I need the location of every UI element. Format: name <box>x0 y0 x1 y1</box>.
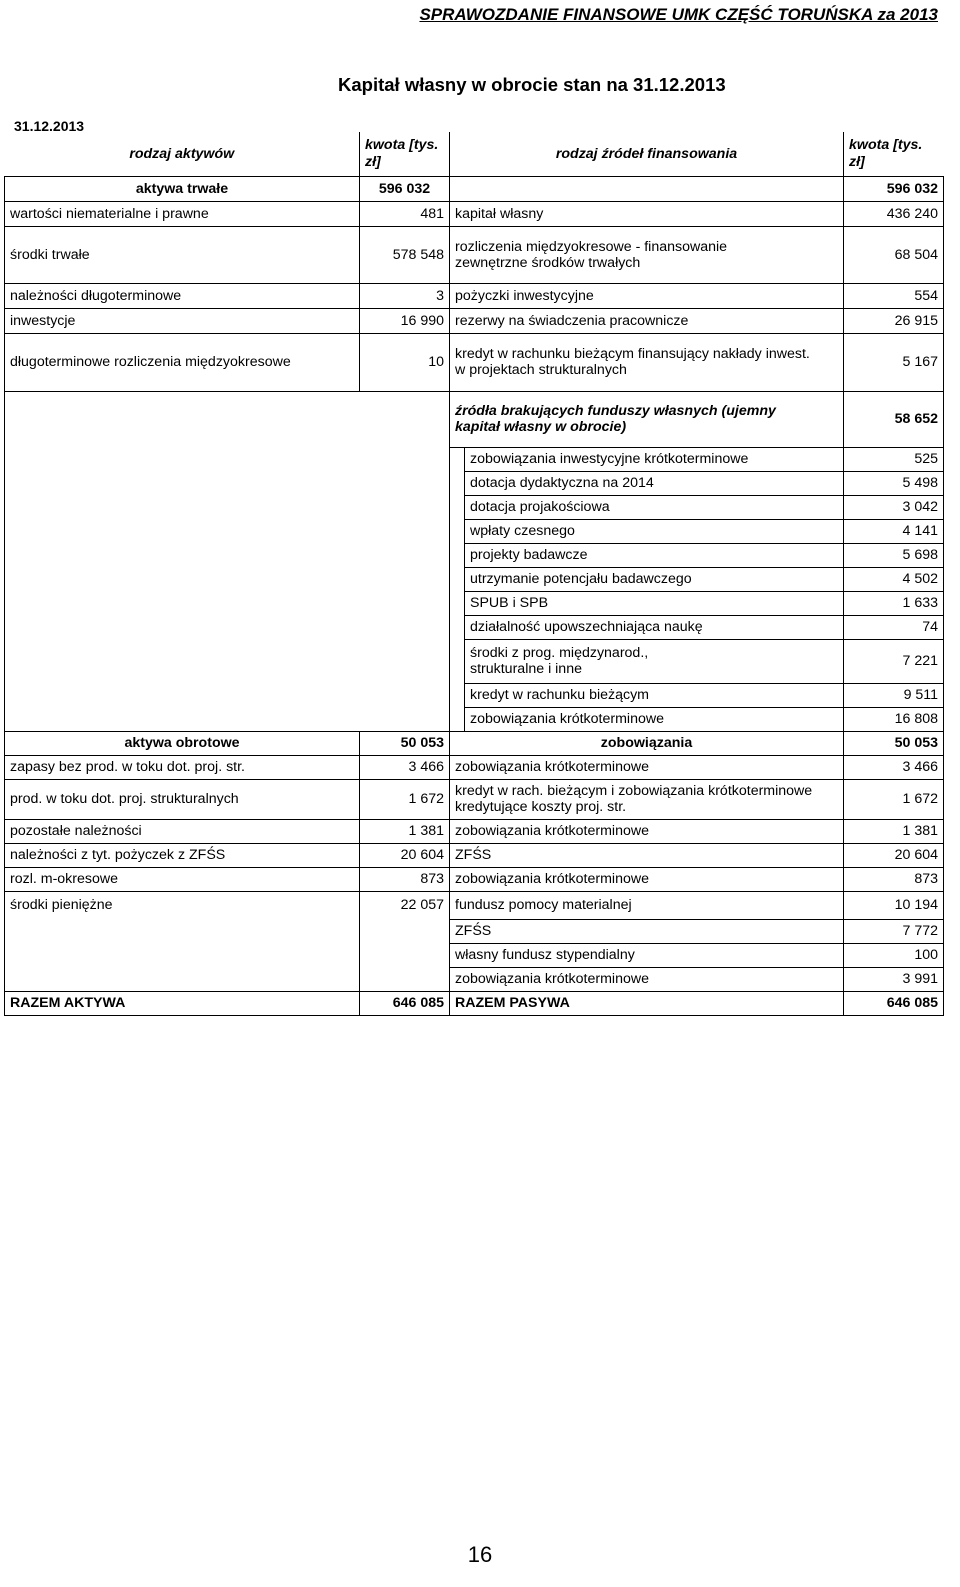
current-assets-total-row <box>5 731 944 755</box>
source-value: 554 <box>844 283 944 308</box>
source-label: zobowiązania krótkoterminowe <box>450 967 844 991</box>
source-value: 1 381 <box>844 819 944 843</box>
asset-label: należności z tyt. pożyczek z ZFŚS <box>5 843 360 867</box>
liabilities-label: zobowiązania <box>450 731 844 755</box>
report-header: SPRAWOZDANIE FINANSOWE UMK CZĘŚĆ TORUŃSKA za 2013 <box>419 5 938 24</box>
indent-spacer <box>450 683 465 707</box>
table-row <box>5 755 944 779</box>
missing-funds-row <box>5 391 944 447</box>
page-title: Kapitał własny w obrocie stan na 31.12.2013 <box>338 74 726 95</box>
asset-value: 3 <box>360 283 450 308</box>
fixed-sources-spacer <box>450 176 844 201</box>
missing-funds-item-value: 1 633 <box>844 591 944 615</box>
table-row <box>5 308 944 333</box>
missing-funds-item-value: 3 042 <box>844 495 944 519</box>
missing-funds-item-label: zobowiązania krótkoterminowe <box>465 707 844 731</box>
source-value: 100 <box>844 943 944 967</box>
fixed-assets-value: 596 032 <box>360 176 450 201</box>
table-row <box>5 843 944 867</box>
table-row <box>5 201 944 226</box>
indent-spacer <box>450 567 465 591</box>
header-amount-sources-text: kwota [tys. zł] <box>849 136 923 170</box>
asset-value: 873 <box>360 867 450 891</box>
page-number: 16 <box>467 1542 493 1567</box>
total-liabilities-label: RAZEM PASYWA <box>450 991 844 1015</box>
table-row <box>5 867 944 891</box>
source-value: 3 466 <box>844 755 944 779</box>
total-assets-label: RAZEM AKTYWA <box>5 991 360 1015</box>
header-amount-assets <box>360 132 450 176</box>
current-assets-value: 50 053 <box>360 731 450 755</box>
fixed-assets-label: aktywa trwałe <box>5 176 360 201</box>
asset-label: długoterminowe rozliczenia międzyokresowe <box>5 333 360 391</box>
missing-funds-label: źródła brakujących funduszy własnych (ujemny kapitał własny w obrocie) <box>450 391 844 447</box>
missing-funds-item-label: projekty badawcze <box>465 543 844 567</box>
header-amount-assets-text: kwota [tys. zł] <box>365 136 439 170</box>
header-assets-type: rodzaj aktywów <box>5 132 360 176</box>
asset-value: 1 381 <box>360 819 450 843</box>
source-value: 20 604 <box>844 843 944 867</box>
current-assets-label: aktywa obrotowe <box>5 731 360 755</box>
missing-funds-item-value: 4 502 <box>844 567 944 591</box>
table-row <box>5 891 944 919</box>
asset-value: 10 <box>360 333 450 391</box>
total-assets-value: 646 085 <box>360 991 450 1015</box>
asset-label: prod. w toku dot. proj. strukturalnych <box>5 779 360 819</box>
asset-label: zapasy bez prod. w toku dot. proj. str. <box>5 755 360 779</box>
asset-value: 16 990 <box>360 308 450 333</box>
header-sources-type: rodzaj źródeł finansowania <box>450 132 844 176</box>
asset-label: należności długoterminowe <box>5 283 360 308</box>
missing-funds-item-value: 7 221 <box>844 639 944 683</box>
missing-funds-item-value: 16 808 <box>844 707 944 731</box>
missing-funds-item-label: dotacja dydaktyczna na 2014 <box>465 471 844 495</box>
missing-funds-item-label: SPUB i SPB <box>465 591 844 615</box>
source-value: 3 991 <box>844 967 944 991</box>
indent-spacer <box>450 639 465 683</box>
missing-funds-item-value: 9 511 <box>844 683 944 707</box>
missing-funds-item-value: 4 141 <box>844 519 944 543</box>
asset-value: 3 466 <box>360 755 450 779</box>
asset-value: 481 <box>360 201 450 226</box>
missing-funds-item-value: 74 <box>844 615 944 639</box>
table-row <box>5 819 944 843</box>
fixed-assets-total-row <box>5 176 944 201</box>
date-label: 31.12.2013 <box>14 118 85 134</box>
source-value: 1 672 <box>844 779 944 819</box>
table-header-row <box>5 132 944 176</box>
source-value: 436 240 <box>844 201 944 226</box>
source-label: ZFŚS <box>450 919 844 943</box>
source-label: ZFŚS <box>450 843 844 867</box>
asset-label: środki pieniężne <box>5 891 360 991</box>
table-row <box>5 283 944 308</box>
source-value: 26 915 <box>844 308 944 333</box>
source-label: pożyczki inwestycyjne <box>450 283 844 308</box>
indent-spacer <box>450 519 465 543</box>
total-liabilities-value: 646 085 <box>844 991 944 1015</box>
indent-spacer <box>450 471 465 495</box>
indent-spacer <box>450 543 465 567</box>
missing-funds-item-label: utrzymanie potencjału badawczego <box>465 567 844 591</box>
asset-value: 1 672 <box>360 779 450 819</box>
source-label: zobowiązania krótkoterminowe <box>450 819 844 843</box>
source-label: zobowiązania krótkoterminowe <box>450 755 844 779</box>
table-row <box>5 779 944 819</box>
missing-funds-item-label: kredyt w rachunku bieżącym <box>465 683 844 707</box>
indent-spacer <box>450 615 465 639</box>
missing-funds-item-label: zobowiązania inwestycyjne krótkoterminowe <box>465 447 844 471</box>
source-value: 5 167 <box>844 333 944 391</box>
equity-table <box>4 132 944 1016</box>
source-label: rezerwy na świadczenia pracownicze <box>450 308 844 333</box>
empty-assets-area <box>5 391 450 731</box>
source-label: kredyt w rachunku bieżącym finansujący nakłady inwest. w projektach strukturalnych <box>450 333 844 391</box>
totals-row <box>5 991 944 1015</box>
asset-label: inwestycje <box>5 308 360 333</box>
indent-spacer <box>450 495 465 519</box>
source-value: 873 <box>844 867 944 891</box>
asset-value: 20 604 <box>360 843 450 867</box>
missing-funds-item-label: dotacja projakościowa <box>465 495 844 519</box>
indent-spacer <box>450 591 465 615</box>
source-value: 7 772 <box>844 919 944 943</box>
asset-value: 22 057 <box>360 891 450 991</box>
source-value: 10 194 <box>844 891 944 919</box>
table-row <box>5 333 944 391</box>
source-label: fundusz pomocy materialnej <box>450 891 844 919</box>
liabilities-value: 50 053 <box>844 731 944 755</box>
source-label: własny fundusz stypendialny <box>450 943 844 967</box>
missing-funds-item-value: 5 498 <box>844 471 944 495</box>
table-row <box>5 226 944 283</box>
missing-funds-item-label: działalność upowszechniająca naukę <box>465 615 844 639</box>
asset-value: 578 548 <box>360 226 450 283</box>
fixed-sources-value: 596 032 <box>844 176 944 201</box>
missing-funds-item-label: wpłaty czesnego <box>465 519 844 543</box>
source-label: kapitał własny <box>450 201 844 226</box>
asset-label: środki trwałe <box>5 226 360 283</box>
source-label: kredyt w rach. bieżącym i zobowiązania krótkoterminowe kredytujące koszty proj. str. <box>450 779 844 819</box>
missing-funds-item-label: środki z prog. międzynarod., strukturalne i inne <box>465 639 844 683</box>
source-label: zobowiązania krótkoterminowe <box>450 867 844 891</box>
asset-label: wartości niematerialne i prawne <box>5 201 360 226</box>
header-amount-sources <box>844 132 944 176</box>
missing-funds-value: 58 652 <box>844 391 944 447</box>
source-value: 68 504 <box>844 226 944 283</box>
indent-spacer <box>450 447 465 471</box>
missing-funds-item-value: 525 <box>844 447 944 471</box>
asset-label: rozl. m-okresowe <box>5 867 360 891</box>
indent-spacer <box>450 707 465 731</box>
source-label: rozliczenia międzyokresowe - finansowanie zewnętrzne środków trwałych <box>450 226 844 283</box>
asset-label: pozostałe należności <box>5 819 360 843</box>
missing-funds-item-value: 5 698 <box>844 543 944 567</box>
